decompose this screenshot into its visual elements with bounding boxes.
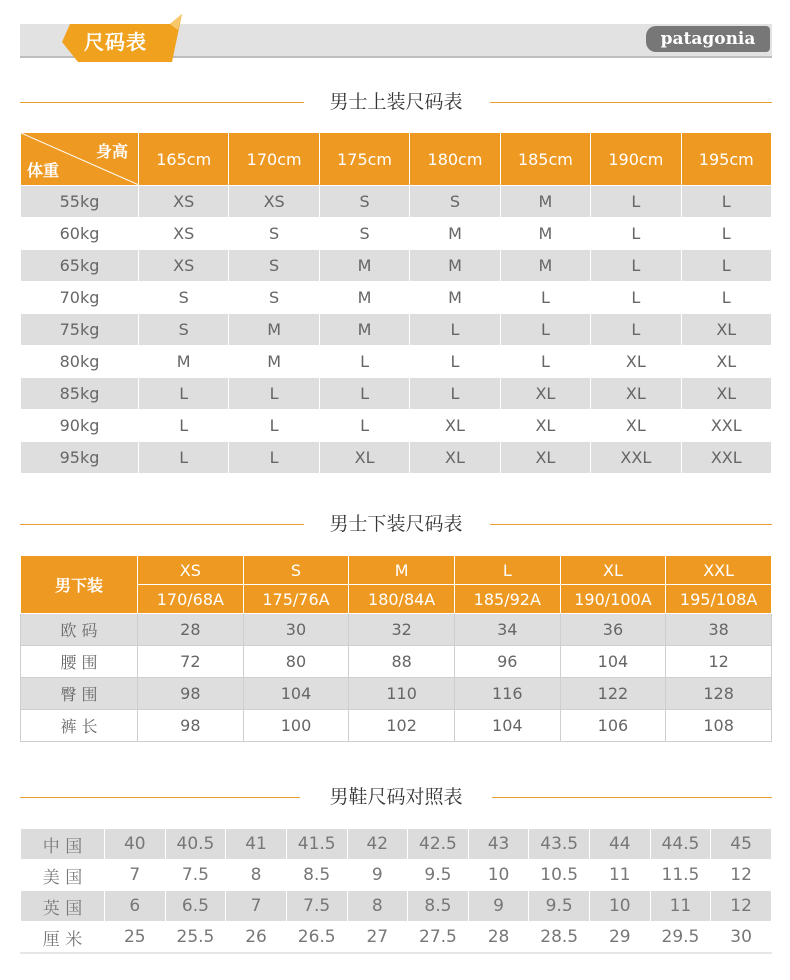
table-row <box>21 378 772 410</box>
size-cell: M <box>319 314 409 346</box>
size-cell: L <box>139 378 229 410</box>
bottoms-size-table <box>20 555 772 742</box>
height-header: 180cm <box>410 133 500 186</box>
table-row <box>21 614 772 646</box>
measure-value-cell: 106 <box>560 710 666 742</box>
table-row <box>21 829 772 860</box>
size-header: XL <box>560 556 666 585</box>
size-code-header: 170/68A <box>138 585 244 614</box>
tops-size-table <box>20 132 772 474</box>
size-cell: XL <box>500 378 590 410</box>
size-cell: L <box>591 250 681 282</box>
size-cell: L <box>319 410 409 442</box>
size-cell: S <box>139 314 229 346</box>
size-cell: L <box>229 442 319 474</box>
weight-cell: 70kg <box>21 282 139 314</box>
measure-value-cell: 100 <box>243 710 349 742</box>
size-cell: M <box>410 218 500 250</box>
shoe-size-cell: 26 <box>226 922 287 954</box>
bottoms-label: 男下装 <box>21 556 138 614</box>
size-cell: XL <box>410 410 500 442</box>
size-cell: M <box>410 282 500 314</box>
shoe-size-cell: 9 <box>347 860 408 891</box>
measure-value-cell: 128 <box>666 678 772 710</box>
region-name-cell: 英 国 <box>21 891 105 922</box>
size-cell: L <box>229 378 319 410</box>
shoe-size-cell: 7 <box>226 891 287 922</box>
size-code-header: 195/108A <box>666 585 772 614</box>
corner-height-label: 身高 <box>95 142 128 161</box>
tops-title: 男士上装尺码表 <box>329 91 463 113</box>
weight-cell: 95kg <box>21 442 139 474</box>
size-cell: S <box>229 282 319 314</box>
size-cell: M <box>139 346 229 378</box>
size-cell: S <box>139 282 229 314</box>
table-row <box>21 410 772 442</box>
shoe-size-cell: 11 <box>590 860 651 891</box>
measure-value-cell: 110 <box>349 678 455 710</box>
size-cell: M <box>500 250 590 282</box>
measure-value-cell: 30 <box>243 614 349 646</box>
shoe-size-cell: 42.5 <box>408 829 469 860</box>
size-cell: L <box>681 218 771 250</box>
shoe-size-cell: 11 <box>650 891 711 922</box>
shoes-title: 男鞋尺码对照表 <box>329 786 463 808</box>
size-cell: XS <box>139 250 229 282</box>
size-cell: S <box>410 186 500 218</box>
size-header: XS <box>138 556 244 585</box>
table-row <box>21 442 772 474</box>
size-cell: M <box>229 346 319 378</box>
size-cell: XL <box>591 346 681 378</box>
size-cell: M <box>500 218 590 250</box>
size-cell: S <box>229 218 319 250</box>
size-cell: XS <box>229 186 319 218</box>
table-row <box>21 218 772 250</box>
shoe-size-cell: 6 <box>105 891 166 922</box>
size-cell: XL <box>591 378 681 410</box>
measure-value-cell: 72 <box>138 646 244 678</box>
measure-value-cell: 12 <box>666 646 772 678</box>
measure-name-cell: 臀 围 <box>21 678 138 710</box>
shoe-size-cell: 28.5 <box>529 922 590 954</box>
size-code-header: 185/92A <box>454 585 560 614</box>
shoe-size-cell: 26.5 <box>286 922 347 954</box>
shoe-size-cell: 7 <box>105 860 166 891</box>
corner-weight-label: 体重 <box>27 161 60 180</box>
measure-value-cell: 98 <box>138 678 244 710</box>
shoe-size-cell: 25 <box>105 922 166 954</box>
weight-cell: 80kg <box>21 346 139 378</box>
measure-value-cell: 96 <box>454 646 560 678</box>
size-code-header: 175/76A <box>243 585 349 614</box>
measure-value-cell: 28 <box>138 614 244 646</box>
table-row <box>21 891 772 922</box>
weight-cell: 85kg <box>21 378 139 410</box>
measure-value-cell: 104 <box>243 678 349 710</box>
size-cell: M <box>500 186 590 218</box>
brand-logo: patagonia <box>646 26 770 52</box>
measure-value-cell: 108 <box>666 710 772 742</box>
shoe-size-cell: 25.5 <box>165 922 226 954</box>
size-cell: L <box>410 378 500 410</box>
weight-cell: 60kg <box>21 218 139 250</box>
table-row <box>21 250 772 282</box>
shoe-size-cell: 8 <box>347 891 408 922</box>
weight-cell: 90kg <box>21 410 139 442</box>
measure-value-cell: 38 <box>666 614 772 646</box>
size-cell: L <box>139 410 229 442</box>
shoe-size-cell: 8 <box>226 860 287 891</box>
size-cell: XS <box>139 186 229 218</box>
shoe-size-table <box>20 828 772 954</box>
table-corner-cell <box>21 133 139 186</box>
table-row <box>21 646 772 678</box>
height-header: 165cm <box>139 133 229 186</box>
shoe-size-cell: 27 <box>347 922 408 954</box>
shoe-size-cell: 12 <box>711 860 772 891</box>
shoe-size-cell: 7.5 <box>286 891 347 922</box>
table-row <box>21 710 772 742</box>
measure-value-cell: 116 <box>454 678 560 710</box>
size-code-header: 190/100A <box>560 585 666 614</box>
size-cell: L <box>500 346 590 378</box>
table-row <box>21 186 772 218</box>
shoe-size-cell: 41 <box>226 829 287 860</box>
shoe-size-cell: 10.5 <box>529 860 590 891</box>
shoe-size-cell: 12 <box>711 891 772 922</box>
measure-value-cell: 88 <box>349 646 455 678</box>
weight-cell: 65kg <box>21 250 139 282</box>
table-row <box>21 346 772 378</box>
size-cell: XL <box>681 314 771 346</box>
shoe-size-cell: 10 <box>590 891 651 922</box>
measure-name-cell: 腰 围 <box>21 646 138 678</box>
size-cell: L <box>139 442 229 474</box>
table-row <box>21 282 772 314</box>
size-cell: XXL <box>681 442 771 474</box>
size-cell: S <box>319 218 409 250</box>
size-cell: XXL <box>591 442 681 474</box>
shoe-size-cell: 43.5 <box>529 829 590 860</box>
size-cell: XL <box>591 410 681 442</box>
shoe-size-cell: 27.5 <box>408 922 469 954</box>
shoe-size-cell: 9.5 <box>529 891 590 922</box>
table-row <box>21 314 772 346</box>
size-cell: XS <box>139 218 229 250</box>
height-header: 170cm <box>229 133 319 186</box>
size-cell: L <box>591 282 681 314</box>
bottoms-title: 男士下装尺码表 <box>329 513 463 535</box>
measure-value-cell: 32 <box>349 614 455 646</box>
size-cell: XL <box>681 378 771 410</box>
size-code-header: 180/84A <box>349 585 455 614</box>
shoe-size-cell: 28 <box>468 922 529 954</box>
shoe-size-cell: 8.5 <box>286 860 347 891</box>
shoe-size-cell: 29.5 <box>650 922 711 954</box>
size-cell: L <box>591 186 681 218</box>
section-title-tops <box>20 87 772 117</box>
size-cell: L <box>591 218 681 250</box>
measure-value-cell: 102 <box>349 710 455 742</box>
section-title-shoes <box>20 782 772 812</box>
size-cell: M <box>410 250 500 282</box>
shoe-size-cell: 29 <box>590 922 651 954</box>
shoe-size-cell: 42 <box>347 829 408 860</box>
size-header: L <box>454 556 560 585</box>
measure-value-cell: 98 <box>138 710 244 742</box>
shoe-size-cell: 43 <box>468 829 529 860</box>
size-cell: XL <box>500 442 590 474</box>
size-cell: L <box>319 346 409 378</box>
size-cell: XL <box>681 346 771 378</box>
table-row <box>21 922 772 954</box>
size-cell: L <box>410 314 500 346</box>
measure-value-cell: 80 <box>243 646 349 678</box>
shoe-size-cell: 44 <box>590 829 651 860</box>
shoe-size-cell: 7.5 <box>165 860 226 891</box>
size-header: M <box>349 556 455 585</box>
shoe-size-cell: 41.5 <box>286 829 347 860</box>
size-cell: XL <box>500 410 590 442</box>
size-cell: L <box>681 250 771 282</box>
measure-name-cell: 欧 码 <box>21 614 138 646</box>
table-row <box>21 678 772 710</box>
shoe-size-cell: 8.5 <box>408 891 469 922</box>
measure-value-cell: 104 <box>560 646 666 678</box>
size-header: S <box>243 556 349 585</box>
size-cell: L <box>591 314 681 346</box>
page-title: 尺码表 <box>84 30 147 54</box>
section-title-bottoms <box>20 509 772 539</box>
region-name-cell: 厘 米 <box>21 922 105 954</box>
height-header: 185cm <box>500 133 590 186</box>
shoe-size-cell: 40 <box>105 829 166 860</box>
size-cell: L <box>681 282 771 314</box>
measure-name-cell: 裤 长 <box>21 710 138 742</box>
size-cell: S <box>319 186 409 218</box>
region-name-cell: 中 国 <box>21 829 105 860</box>
region-name-cell: 美 国 <box>21 860 105 891</box>
height-header: 175cm <box>319 133 409 186</box>
measure-value-cell: 122 <box>560 678 666 710</box>
shoe-size-cell: 11.5 <box>650 860 711 891</box>
size-cell: XL <box>319 442 409 474</box>
size-cell: M <box>319 250 409 282</box>
size-cell: L <box>500 314 590 346</box>
shoe-size-cell: 40.5 <box>165 829 226 860</box>
weight-cell: 55kg <box>21 186 139 218</box>
shoe-size-cell: 9 <box>468 891 529 922</box>
shoe-size-cell: 44.5 <box>650 829 711 860</box>
size-cell: L <box>410 346 500 378</box>
measure-value-cell: 34 <box>454 614 560 646</box>
size-cell: S <box>229 250 319 282</box>
size-cell: L <box>500 282 590 314</box>
height-header: 195cm <box>681 133 771 186</box>
size-cell: L <box>319 378 409 410</box>
size-cell: M <box>229 314 319 346</box>
size-cell: L <box>229 410 319 442</box>
table-row <box>21 860 772 891</box>
shoe-size-cell: 6.5 <box>165 891 226 922</box>
weight-cell: 75kg <box>21 314 139 346</box>
shoe-size-cell: 30 <box>711 922 772 954</box>
shoe-size-cell: 45 <box>711 829 772 860</box>
size-cell: XXL <box>681 410 771 442</box>
size-header: XXL <box>666 556 772 585</box>
measure-value-cell: 104 <box>454 710 560 742</box>
shoe-size-cell: 9.5 <box>408 860 469 891</box>
height-header: 190cm <box>591 133 681 186</box>
size-cell: L <box>681 186 771 218</box>
shoe-size-cell: 10 <box>468 860 529 891</box>
size-cell: M <box>319 282 409 314</box>
size-cell: XL <box>410 442 500 474</box>
measure-value-cell: 36 <box>560 614 666 646</box>
